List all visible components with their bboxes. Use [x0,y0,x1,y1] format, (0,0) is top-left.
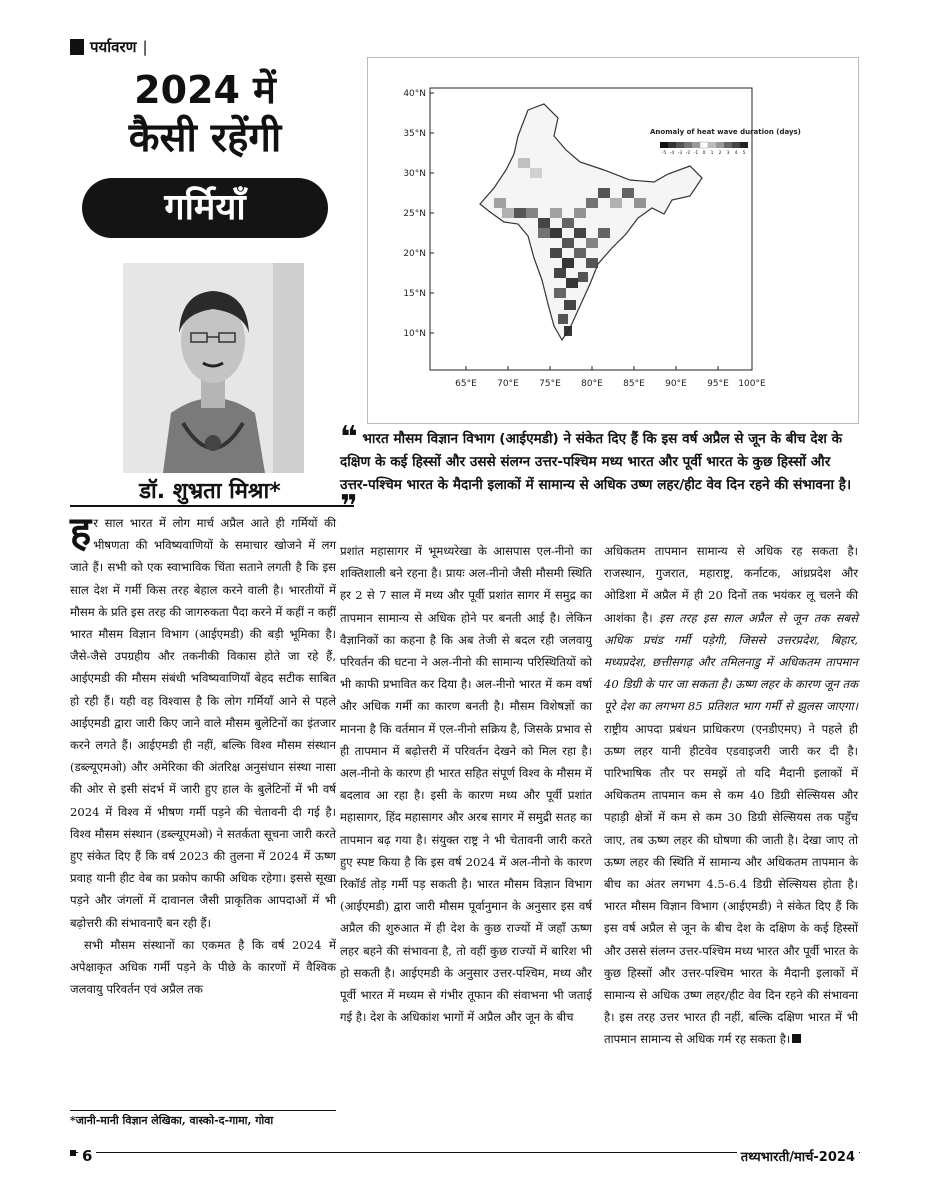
heatwave-map-figure [367,57,859,424]
lon-label: 70°E [497,379,519,389]
legend-value: -4 [669,151,675,156]
page-number: 6 [78,1147,96,1165]
close-quote-icon: ❞ [340,489,358,524]
legend-value: 2 [718,151,722,156]
title-line-3: गर्मियाँ [82,178,328,238]
article-column-3 [604,540,858,1051]
legend-value: -5 [661,151,667,156]
paragraph: राष्ट्रीय आपदा प्रबंधन प्राधिकरण (एनडीएमए) ने पहले ही ऊष्ण लहर यानी हीटवेव एडवाइजरी जारी कर दी है। पारिभाषिक तौर पर समझें तो यदि मैदानी इलाकों में अधिकतम तापमान कम से कम 40 डिग्री सेल्सियस और पहाड़ी क्षेत्रों में कम से कम 30 डिग्री सेल्सियस तक पहुँच जाए, तब ऊष्ण लहर की घोषणा की जाती है। देखा जाए तो ऊष्ण लहर की स्थिति में सामान्य और अधिकतम तापमान के बीच का अंतर लगभग 4.5-6.4 डिग्री सेल्सियस होता है। भारत मौसम विज्ञान विभाग (आईएमडी) ने संकेत दिए हैं कि इस वर्ष अप्रैल से जून के बीच देश के दक्षिण के कई हिस्सों और उससे संलग्न उत्तर-पश्चिम मध्य भारत और पूर्वी भारत के कुछ हिस्सों और उत्तर-पश्चिम भारत के मैदानी इलाकों में सामान्य से अधिक उष्ण लहर/हीट वेव दिन रहने की संभावना है। इस तरह उत्तर भारत ही नहीं, बल्कि दक्षिण भारत में भी तापमान सामान्य से अधिक गर्म रह सकता है। [604,721,858,1047]
footnote-rule [70,1110,336,1111]
lat-label: 10°N [403,329,426,339]
legend-value: 0 [702,151,706,156]
lon-label: 100°E [738,379,766,389]
pull-quote [340,420,860,524]
lat-label: 30°N [403,169,426,179]
legend-value: 3 [726,151,730,156]
lat-label: 40°N [403,89,426,99]
lon-label: 65°E [455,379,477,389]
author-rule [70,505,354,507]
lat-label: 15°N [403,289,426,299]
title-line-1: 2024 में [134,68,276,112]
legend-value: -1 [693,151,699,156]
section-tag [70,37,148,57]
paragraph: सभी मौसम संस्थानों का एकमत है कि वर्ष 2024 में अपेक्षाकृत अधिक गर्मी पड़ने के पीछे के कारणों में वैश्विक जलवायु परिवर्तन एवं अप्रैल तक [70,937,336,997]
lon-label: 80°E [581,379,603,389]
paragraph: र साल भारत में लोग मार्च अप्रैल आते ही गर्मियों की भीषणता की भविष्यवाणियों के समाचार खोजने में लग जाते हैं। सभी को एक स्वाभाविक चिंता सताने लगती है कि इस साल देश में गर्मी किस तरह बेहाल करने वाली है। भारतीयों में मौसम के प्रति इस तरह की जागरुकता पैदा करने में कहीं न कहीं भारत मौसम विज्ञान विभाग (आईएमडी) की बड़ी भूमिका है। जैसे-जैसे उपग्रहीय और तकनीकी विकास होते जा रहे हैं, आईएमडी की मौसम संबंधी भविष्यवाणियाँ बेहद सटीक साबित हो रही हैं। यही वह विश्वास है कि लोग गर्मियाँ आने से पहले आईएमडी द्वारा जारी किए जाने वाले मौसम बुलेटिनों का इंतजार करने लगते हैं। आईएमडी ही नहीं, बल्कि विश्व मौसम संस्थान (डब्ल्यूएमओ) और अमेरिका की अंतरिक्ष अनुसंधान संस्था नासा की ओर से इसी संदर्भ में जारी हुए हाल के बुलेटिनों में भी वर्ष 2024 में विश्व में भीषण गर्मी पड़ने की चेतावनी दी गई है। विश्व मौसम संस्थान (डब्ल्यूएमओ) ने सतर्कता सूचना जारी करते हुए संकेत दिए हैं कि वर्ष 2023 की तुलना में 2024 में ऊष्ण प्रवाह यानी हीट वेब का प्रकोप काफी अधिक रहेगा। इससे सूखा पड़ने और जंगलों में दावानल जैसी प्राकृतिक आपदाओं में भी बढ़ोत्तरी की संभावनाएँ बन रही हैं। [70,516,336,930]
lon-label: 85°E [623,379,645,389]
pull-quote-text: भारत मौसम विज्ञान विभाग (आईएमडी) ने संकेत दिए हैं कि इस वर्ष अप्रैल से जून के बीच देश के दक्षिण के कई हिस्सों और उससे संलग्न उत्तर-पश्चिम मध्य भारत और पूर्वी भारत के कुछ हिस्सों और उत्तर-पश्चिम भारत के मैदानी इलाकों में सामान्य से अधिक उष्ण लहर/हीट वेव दिन रहने की संभावना है। [340,431,852,493]
drop-cap: ह [70,508,92,555]
lon-label: 95°E [707,379,729,389]
legend-bar [660,142,748,148]
lon-label: 75°E [539,379,561,389]
article-column-1 [70,508,336,1000]
paragraph: प्रशांत महासागर में भूमध्यरेखा के आसपास एल-नीनो का शक्तिशाली बने रहना है। प्रायः अल-नीनो जैसी मौसमी स्थिति हर 2 से 7 साल में मध्य और पूर्वी प्रशांत सागर में समुद्र का तापमान सामान्य से अधिक होने पर बनती आई है। लेकिन वैज्ञानिकों का कहना है कि अब तेजी से बदल रही जलवायु परिवर्तन की घटना ने अल-नीनो की सामान्य परिस्थितियों को भी काफी प्रभावित कर दिया है। अल-नीनो भारत में कम वर्षा और अधिक गर्मी का कारण बनती है। मौसम विशेषज्ञों का मानना है कि वर्तमान में एल-नीनो सक्रिय है, जिसके प्रभाव से ही तापमान में बढ़ोत्तरी में परिवर्तन देखने को मिल रहा है। अल-नीनो के कारण ही भारत सहित संपूर्ण विश्व के मौसम में बदलाव आ रहा है। इसी के कारण मध्य और पूर्वी प्रशांत महासागर, हिंद महासागर और अरब सागर में समुद्री सतह का तापमान बढ़ गया है। संयुक्त राष्ट्र ने भी चेतावनी जारी करते हुए स्पष्ट किया है कि इस वर्ष 2024 में अल-नीनो के कारण रिकॉर्ड तोड़ गर्मी पड़ सकती है। भारत मौसम विज्ञान विभाग (आईएमडी) द्वारा जारी मौसम पूर्वानुमान के अनुसार इस वर्ष अप्रैल की शुरुआत में ही देश के कुछ राज्यों में जहाँ ऊष्ण लहर बहने की संभावना है, तो वहीं कुछ राज्यों में बारिश भी हो सकती है। आईएमडी के अनुसार उत्तर-पश्चिम, मध्य और पूर्वी भारत में मध्यम से गंभीर तूफान की संवाभना भी जताई गई है। देश के अधिकांश भागों में अप्रैल और जून के बीच [340,544,592,1025]
author-photo [123,263,304,473]
lat-label: 35°N [403,129,426,139]
italic-paragraph: इस तरह इस साल अप्रैल से जून तक सबसे अधिक प्रचंड गर्मी पड़ेगी, जिससे उत्तरप्रदेश, बिहार, मध्यप्रदेश, छत्तीसगढ़ और तमिलनाडु में अधिकतम तापमान 40 डिग्री के पार जा सकता है। ऊष्ण लहर के कारण जून तक पूरे देश का लगभग 85 प्रतिशत भाग गर्मी से झुलस जाएगा। [604,610,858,714]
publication-footer: तथ्यभारती/मार्च-2024 [737,1147,859,1165]
author-name: डॉ. शुभ्रता मिश्रा* [139,479,281,504]
open-quote-icon: ❝ [340,420,358,455]
paragraph: अधिकतम तापमान सामान्य से अधिक रह सकता है। राजस्थान, गुजरात, महाराष्ट्र, कर्नाटक, आंध्रप्रदेश और ओडिशा में अप्रैल में ही 20 दिनों तक भयंकर लू चलने की आशंका है। [604,544,858,625]
legend-value: 1 [710,151,714,156]
author-footnote: *जानी-मानी विज्ञान लेखिका, वास्को-द-गामा, गोवा [70,1114,274,1127]
lat-label: 25°N [403,209,426,219]
section-square-icon [70,39,84,55]
article-column-2 [340,540,592,1028]
section-label: पर्यावरण [90,38,137,56]
legend-value: -3 [677,151,683,156]
title-line-2: कैसी रहेंगी [128,115,282,161]
page-marker-icon [70,1150,76,1156]
lat-label: 20°N [403,249,426,259]
section-divider: | [142,38,148,56]
legend-value: 5 [742,151,746,156]
end-mark-icon [792,1034,801,1043]
legend-value: -2 [685,151,691,156]
lon-label: 90°E [665,379,687,389]
legend-title: Anomaly of heat wave duration (days) [650,128,801,136]
legend-value: 4 [734,151,738,156]
